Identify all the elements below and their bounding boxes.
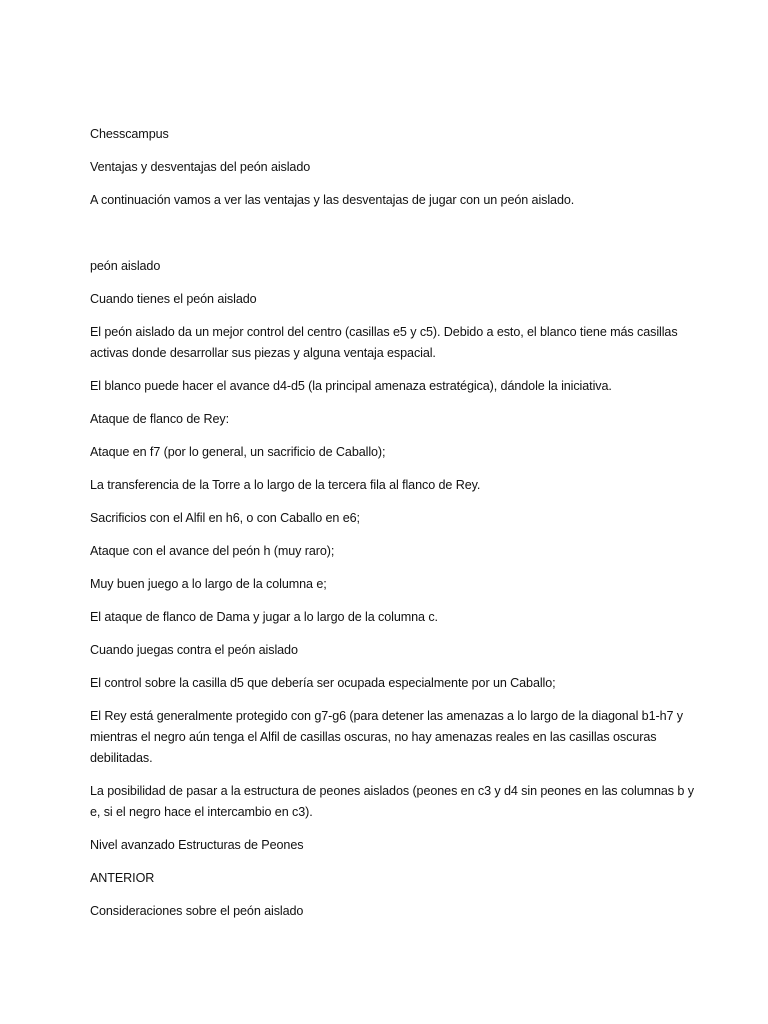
list-item: Ataque con el avance del peón h (muy raro); (90, 544, 335, 558)
list-item: Ataque en f7 (por lo general, un sacrificio de Caballo); (90, 445, 386, 459)
paragraph-center-control: El peón aislado da un mejor control del centro (casillas e5 y c5). Debido a esto, el blanco tiene más casillas activas donde desarrollar sus piezas y alguna ventaja espacial. (90, 325, 678, 360)
section-heading-against-isolated-pawn: Cuando juegas contra el peón aislado (90, 643, 298, 657)
section-heading-with-isolated-pawn: Cuando tienes el peón aislado (90, 292, 257, 306)
list-item: El ataque de flanco de Dama y jugar a lo largo de la columna c. (90, 610, 438, 624)
image-caption: peón aislado (90, 259, 161, 273)
source-name: Chesscampus (90, 127, 169, 141)
article-title: Ventajas y desventajas del peón aislado (90, 160, 311, 174)
document-body (90, 124, 700, 934)
intro-paragraph: A continuación vamos a ver las ventajas y las desventajas de jugar con un peón aislado. (90, 193, 575, 207)
list-item: La transferencia de la Torre a lo largo de la tercera fila al flanco de Rey. (90, 478, 481, 492)
list-item: La posibilidad de pasar a la estructura de peones aislados (peones en c3 y d4 sin peones en las columnas b y e, si el negro hace el intercambio en c3). (90, 784, 694, 819)
subheading-kingside-attack: Ataque de flanco de Rey: (90, 412, 230, 426)
list-item: El Rey está generalmente protegido con g7-g6 (para detener las amenazas a lo largo de la diagonal b1-h7 y mientras el negro aún tenga el Alfil de casillas oscuras, no hay amenazas reales en las casillas oscuras debilitadas. (90, 709, 683, 765)
list-item: El control sobre la casilla d5 que debería ser ocupada especialmente por un Caballo; (90, 676, 556, 690)
paragraph-d4-d5-advance: El blanco puede hacer el avance d4-d5 (la principal amenaza estratégica), dándole la iniciativa. (90, 379, 612, 393)
list-item: Sacrificios con el Alfil en h6, o con Caballo en e6; (90, 511, 360, 525)
previous-link[interactable]: ANTERIOR (90, 871, 155, 885)
list-item: Muy buen juego a lo largo de la columna e; (90, 577, 327, 591)
previous-article-title[interactable]: Consideraciones sobre el peón aislado (90, 904, 304, 918)
category-link[interactable]: Nivel avanzado Estructuras de Peones (90, 838, 304, 852)
blank-line (90, 223, 700, 244)
